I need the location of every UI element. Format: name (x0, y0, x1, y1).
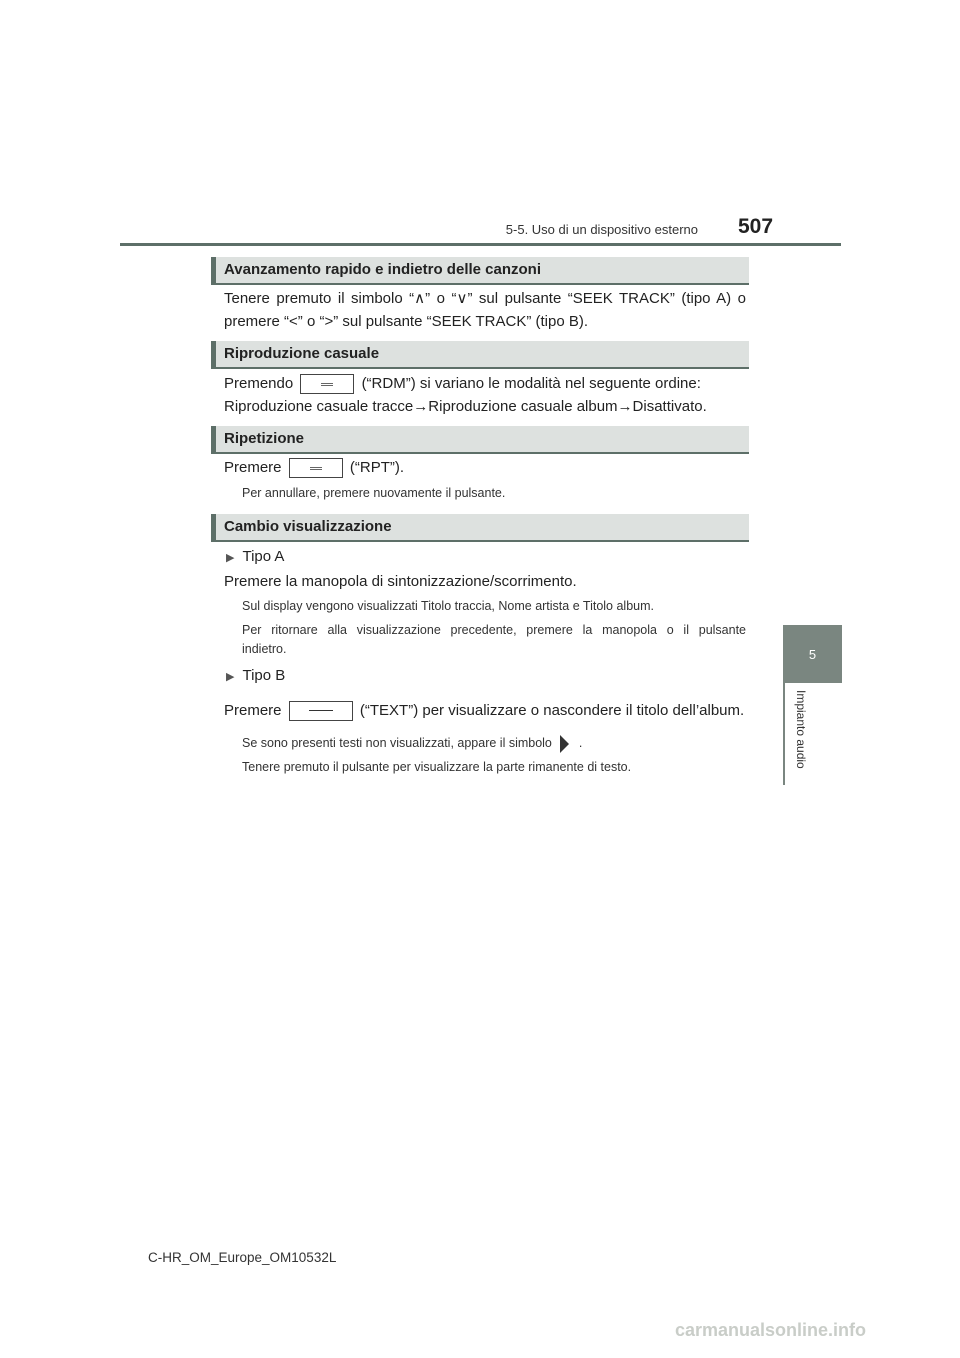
section-title: Cambio visualizzazione (224, 518, 392, 535)
rpt-button-icon (289, 458, 343, 478)
section-header-display (211, 514, 749, 542)
type-a-note2-line2: indietro. (242, 642, 287, 656)
fast-line2: premere “<” o “>” sul pulsante “SEEK TRACK” (tipo B). (224, 313, 589, 330)
watermark: carmanualsonline.info (675, 1320, 867, 1340)
chapter-tab-line (783, 683, 785, 785)
random-line2: Riproduzione casuale tracce→Riproduzione casuale album→Disattivato. (224, 398, 707, 415)
section-header-random (211, 341, 749, 369)
section-header-repeat (211, 426, 749, 454)
type-b-note1: Se sono presenti testi non visualizzati, appare il simbolo . (242, 734, 746, 753)
chapter-tab: 5 (783, 625, 842, 683)
random-line1: Premendo (“RDM”) si variano le modalità nel seguente ordine: (224, 372, 746, 395)
repeat-line: Premere (“RPT”). (224, 456, 746, 479)
type-b-label: ▶ Tipo B (226, 667, 286, 684)
type-a-label: ▶ Tipo A (226, 548, 285, 565)
more-text-arrow-icon (560, 735, 569, 753)
type-a-note1: Sul display vengono visualizzati Titolo traccia, Nome artista e Titolo album. (242, 599, 654, 613)
section-title: Avanzamento rapido e indietro delle canzoni (224, 261, 541, 278)
type-a-text: Premere la manopola di sintonizzazione/scorrimento. (224, 573, 577, 590)
rdm-button-icon (300, 374, 354, 394)
triangle-bullet-icon: ▶ (226, 552, 235, 564)
section-header-fast-forward (211, 257, 749, 285)
type-a-note2-line1: Per ritornare alla visualizzazione precedente, premere la manopola o il pulsante (242, 623, 746, 637)
repeat-note: Per annullare, premere nuovamente il pulsante. (242, 486, 506, 500)
header-rule (120, 243, 841, 246)
triangle-bullet-icon: ▶ (226, 671, 235, 683)
section-title: Ripetizione (224, 430, 305, 447)
chapter-label: Impianto audio (794, 690, 808, 769)
type-b-text: Premere (“TEXT”) per visualizzare o nascondere il titolo dell’album. (224, 699, 746, 722)
header-section-title: 5-5. Uso di un dispositivo esterno (505, 222, 698, 237)
document-code: C-HR_OM_Europe_OM10532L (148, 1250, 337, 1265)
fast-line1: Tenere premuto il simbolo “∧” o “∨” sul pulsante “SEEK TRACK” (tipo A) o (224, 290, 746, 307)
type-b-note2: Tenere premuto il pulsante per visualizzare la parte rimanente di testo. (242, 760, 632, 774)
section-title: Riproduzione casuale (224, 345, 380, 362)
page-number: 507 (738, 215, 774, 238)
text-button-icon (289, 701, 353, 721)
